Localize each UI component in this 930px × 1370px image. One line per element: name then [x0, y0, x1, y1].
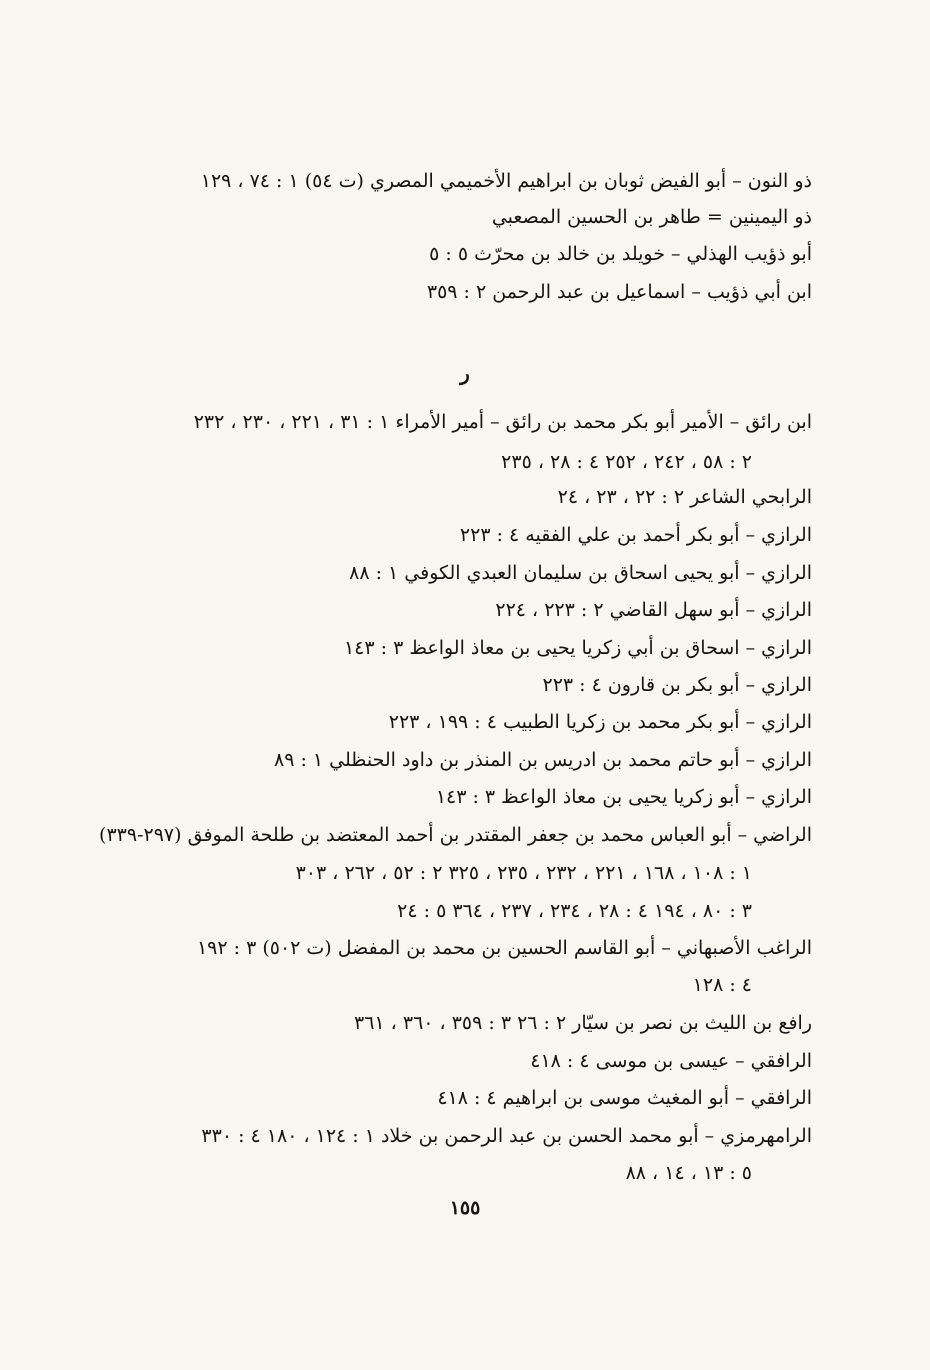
index-entry: ابن رائق – الأمير أبو بكر محمد بن رائق – أمير الأمراء ١ : ٣١ ، ٢٢١ ، ٢٣٠ ، ٢٣٢ [193, 411, 812, 433]
index-entry: الرازي – أبو بكر بن قارون ٤ : ٢٢٣ [542, 674, 812, 696]
index-entry: أبو ذؤيب الهذلي – خويلد بن خالد بن محرّث ٥ : ٥ [429, 243, 812, 265]
page-number: ١٥٥ [449, 1197, 481, 1219]
section-heading: ر [460, 361, 470, 385]
index-entry-continuation: ١ : ١٠٨ ، ١٦٨ ، ٢٢١ ، ٢٣٢ ، ٢٣٥ ، ٣٢٥ ٢ : ٥٢ ، ٢٦٢ ، ٣٠٣ [295, 862, 752, 884]
index-entry-continuation: ٢ : ٥٨ ، ٢٤٢ ، ٢٥٢ ٤ : ٢٨ ، ٢٣٥ [501, 451, 752, 473]
index-entry: الرازي – أبو يحيى اسحاق بن سليمان العبدي الكوفي ١ : ٨٨ [349, 562, 812, 584]
index-entry: ذو النون – أبو الفيض ثوبان بن ابراهيم الأخميمي المصري (ت ٥٤) ١ : ٧٤ ، ١٢٩ [200, 170, 812, 192]
index-entry: الرازي – أبو حاتم محمد بن ادريس بن المنذر بن داود الحنظلي ١ : ٨٩ [274, 749, 812, 771]
index-entry: الراغب الأصبهاني – أبو القاسم الحسين بن محمد بن المفضل (ت ٥٠٢) ٣ : ١٩٢ [196, 937, 812, 959]
index-entry: الراضي – أبو العباس محمد بن جعفر المقتدر بن أحمد المعتضد بن طلحة الموفق (٢٩٧-٣٣٩) [99, 824, 812, 846]
index-entry: ذو اليمينين = طاهر بن الحسين المصعبي [491, 206, 812, 228]
index-entry: الرازي – أبو بكر أحمد بن علي الفقيه ٤ : ٢٢٣ [459, 524, 812, 546]
index-entry: الرافقي – أبو المغيث موسى بن ابراهيم ٤ : ٤١٨ [437, 1087, 812, 1109]
index-entry-continuation: ٣ : ٨٠ ، ١٩٤ ٤ : ٢٨ ، ٢٣٤ ، ٢٣٧ ، ٣٦٤ ٥ : ٢٤ [397, 900, 752, 922]
index-entry-continuation: ٤ : ١٢٨ [692, 974, 752, 996]
index-entry-continuation: ٥ : ١٣ ، ١٤ ، ٨٨ [625, 1162, 752, 1184]
index-entry: الرازي – أبو زكريا يحيى بن معاذ الواعظ ٣ : ١٤٣ [435, 786, 812, 808]
index-entry: الرازي – اسحاق بن أبي زكريا يحيى بن معاذ الواعظ ٣ : ١٤٣ [343, 637, 812, 659]
index-entry: الرابحي الشاعر ٢ : ٢٢ ، ٢٣ ، ٢٤ [557, 486, 812, 508]
index-entry: ابن أبي ذؤيب – اسماعيل بن عبد الرحمن ٢ : ٣٥٩ [426, 281, 812, 303]
index-entry: الرازي – أبو سهل القاضي ٢ : ٢٢٣ ، ٢٢٤ [495, 599, 812, 621]
index-entry: الرافقي – عيسى بن موسى ٤ : ٤١٨ [530, 1050, 812, 1072]
index-entry: الرامهرمزي – أبو محمد الحسن بن عبد الرحمن بن خلاد ١ : ١٢٤ ، ١٨٠ ٤ : ٣٣٠ [201, 1125, 812, 1147]
index-entry: الرازي – أبو بكر محمد بن زكريا الطبيب ٤ : ١٩٩ ، ٢٢٣ [388, 711, 812, 733]
index-entry: رافع بن الليث بن نصر بن سيّار ٢ : ٢٦ ٣ : ٣٥٩ ، ٣٦٠ ، ٣٦١ [354, 1012, 812, 1034]
